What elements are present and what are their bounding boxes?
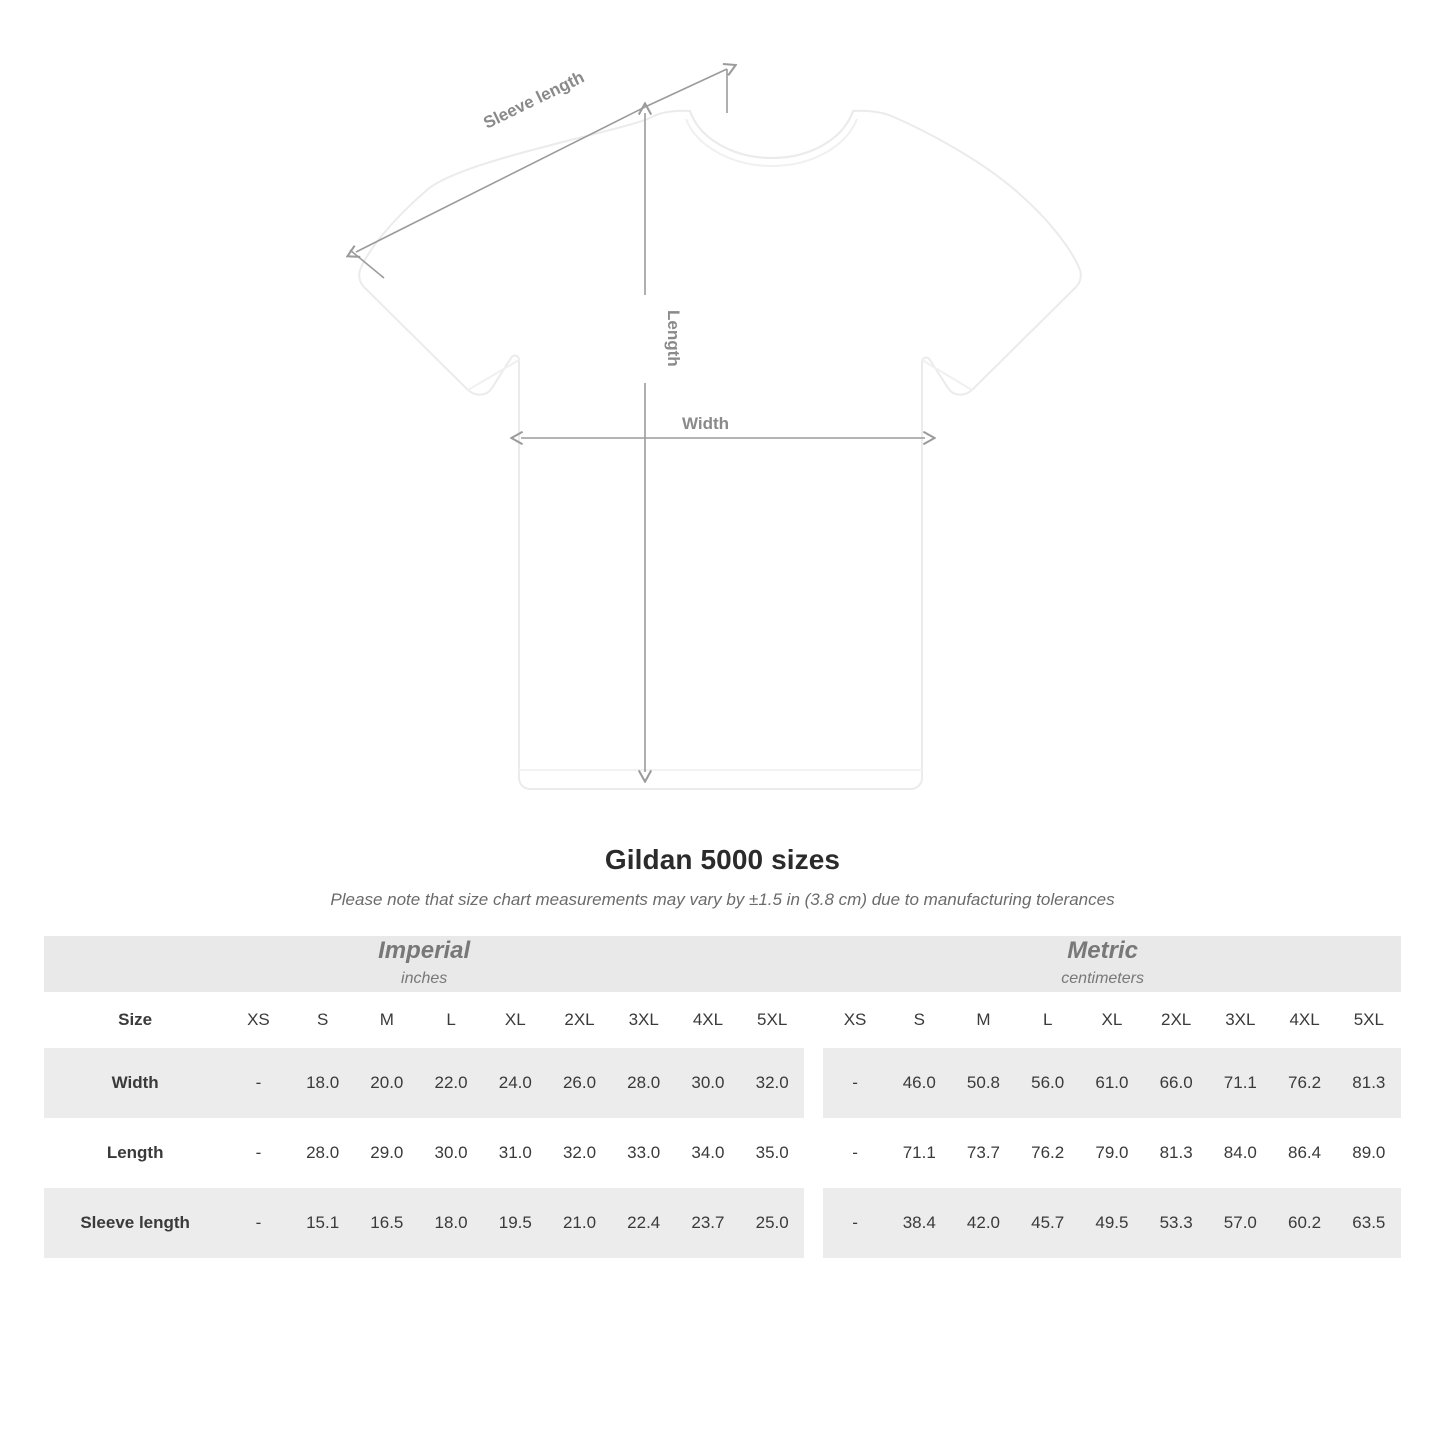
cell-sleeve-metric-m: 42.0 — [951, 1188, 1015, 1258]
cell-sleeve-metric-xl: 49.5 — [1080, 1188, 1144, 1258]
cell-width-imperial-m: 20.0 — [355, 1048, 419, 1118]
cell-sleeve-imperial-s: 15.1 — [291, 1188, 355, 1258]
cell-length-imperial-3xl: 33.0 — [612, 1118, 676, 1188]
size-header-imperial-s: S — [291, 992, 355, 1048]
cell-length-imperial-m: 29.0 — [355, 1118, 419, 1188]
cell-width-metric-5xl: 81.3 — [1337, 1048, 1401, 1118]
size-header-metric-m: M — [951, 992, 1015, 1048]
cell-length-imperial-xl: 31.0 — [483, 1118, 547, 1188]
cell-sleeve-imperial-xl: 19.5 — [483, 1188, 547, 1258]
cell-sleeve-imperial-m: 16.5 — [355, 1188, 419, 1258]
table-row — [44, 1188, 1401, 1258]
size-table — [44, 936, 1401, 1258]
size-header-imperial-2xl: 2XL — [547, 992, 611, 1048]
table-row — [44, 1118, 1401, 1188]
cell-sleeve-imperial-5xl: 25.0 — [740, 1188, 804, 1258]
metric-unit-cell — [804, 936, 1401, 992]
cell-sleeve-imperial-xs: - — [226, 1188, 290, 1258]
size-header-imperial-4xl: 4XL — [676, 992, 740, 1048]
cell-sleeve-metric-4xl: 60.2 — [1272, 1188, 1336, 1258]
row-label-length: Length — [44, 1118, 226, 1188]
cell-sleeve-metric-5xl: 63.5 — [1337, 1188, 1401, 1258]
cell-width-imperial-2xl: 26.0 — [547, 1048, 611, 1118]
tolerance-note: Please note that size chart measurements may vary by ±1.5 in (3.8 cm) due to manufacturing tolerances — [330, 890, 1115, 909]
cell-length-metric-5xl: 89.0 — [1337, 1118, 1401, 1188]
cell-length-imperial-5xl: 35.0 — [740, 1118, 804, 1188]
cell-width-imperial-5xl: 32.0 — [740, 1048, 804, 1118]
cell-length-imperial-s: 28.0 — [291, 1118, 355, 1188]
cell-sleeve-metric-l: 45.7 — [1016, 1188, 1080, 1258]
table-row — [44, 1048, 1401, 1118]
cell-length-metric-xl: 79.0 — [1080, 1118, 1144, 1188]
cell-width-metric-2xl: 66.0 — [1144, 1048, 1208, 1118]
imperial-unit-cell — [44, 936, 804, 992]
size-header-metric-5xl: 5XL — [1337, 992, 1401, 1048]
cell-length-imperial-2xl: 32.0 — [547, 1118, 611, 1188]
section-gap — [804, 1188, 823, 1258]
cell-length-metric-s: 71.1 — [887, 1118, 951, 1188]
size-header-label: Size — [44, 992, 226, 1048]
cell-sleeve-metric-s: 38.4 — [887, 1188, 951, 1258]
cell-length-imperial-l: 30.0 — [419, 1118, 483, 1188]
cell-sleeve-imperial-2xl: 21.0 — [547, 1188, 611, 1258]
cell-length-metric-m: 73.7 — [951, 1118, 1015, 1188]
size-header-row — [44, 992, 1401, 1048]
imperial-unit-sub: inches — [401, 970, 448, 988]
cell-sleeve-metric-3xl: 57.0 — [1208, 1188, 1272, 1258]
size-header-imperial-3xl: 3XL — [612, 992, 676, 1048]
cell-width-metric-s: 46.0 — [887, 1048, 951, 1118]
metric-unit-sub: centimeters — [1061, 970, 1144, 988]
size-header-metric-xs: XS — [823, 992, 887, 1048]
cell-width-metric-l: 56.0 — [1016, 1048, 1080, 1118]
cell-width-imperial-xs: - — [226, 1048, 290, 1118]
size-header-metric-xl: XL — [1080, 992, 1144, 1048]
imperial-unit-name: Imperial — [378, 937, 471, 965]
cell-length-imperial-xs: - — [226, 1118, 290, 1188]
size-table-wrapper — [44, 936, 1401, 1258]
page-title: Gildan 5000 sizes — [604, 844, 841, 875]
sleeve-length-label: Sleeve length — [480, 67, 588, 133]
cell-length-metric-l: 76.2 — [1016, 1118, 1080, 1188]
cell-width-metric-3xl: 71.1 — [1208, 1048, 1272, 1118]
cell-sleeve-imperial-l: 18.0 — [419, 1188, 483, 1258]
title-block — [0, 844, 1445, 910]
cell-width-metric-xs: - — [823, 1048, 887, 1118]
size-header-metric-l: L — [1016, 992, 1080, 1048]
cell-width-metric-xl: 61.0 — [1080, 1048, 1144, 1118]
cell-sleeve-metric-xs: - — [823, 1188, 887, 1258]
metric-unit-name: Metric — [1067, 937, 1138, 965]
size-header-imperial-xs: XS — [226, 992, 290, 1048]
unit-header-row — [44, 936, 1401, 992]
cell-width-metric-m: 50.8 — [951, 1048, 1015, 1118]
section-gap — [804, 1048, 823, 1118]
cell-sleeve-imperial-4xl: 23.7 — [676, 1188, 740, 1258]
cell-sleeve-metric-2xl: 53.3 — [1144, 1188, 1208, 1258]
row-label-width: Width — [44, 1048, 226, 1118]
cell-width-imperial-s: 18.0 — [291, 1048, 355, 1118]
tshirt-shape — [359, 111, 1081, 789]
cell-length-metric-3xl: 84.0 — [1208, 1118, 1272, 1188]
section-gap — [804, 992, 823, 1048]
section-gap — [804, 1118, 823, 1188]
svg-text:Width: Width — [682, 414, 730, 433]
size-header-metric-3xl: 3XL — [1208, 992, 1272, 1048]
row-label-sleeve-length: Sleeve length — [44, 1188, 226, 1258]
size-header-metric-4xl: 4XL — [1272, 992, 1336, 1048]
cell-width-metric-4xl: 76.2 — [1272, 1048, 1336, 1118]
size-header-metric-2xl: 2XL — [1144, 992, 1208, 1048]
cell-length-metric-2xl: 81.3 — [1144, 1118, 1208, 1188]
svg-text:Length: Length — [664, 310, 683, 367]
cell-length-metric-xs: - — [823, 1118, 887, 1188]
cell-width-imperial-4xl: 30.0 — [676, 1048, 740, 1118]
size-header-imperial-l: L — [419, 992, 483, 1048]
size-header-imperial-5xl: 5XL — [740, 992, 804, 1048]
cell-length-imperial-4xl: 34.0 — [676, 1118, 740, 1188]
cell-width-imperial-xl: 24.0 — [483, 1048, 547, 1118]
cell-width-imperial-3xl: 28.0 — [612, 1048, 676, 1118]
cell-width-imperial-l: 22.0 — [419, 1048, 483, 1118]
size-header-imperial-xl: XL — [483, 992, 547, 1048]
cell-sleeve-imperial-3xl: 22.4 — [612, 1188, 676, 1258]
cell-length-metric-4xl: 86.4 — [1272, 1118, 1336, 1188]
size-header-imperial-m: M — [355, 992, 419, 1048]
size-header-metric-s: S — [887, 992, 951, 1048]
